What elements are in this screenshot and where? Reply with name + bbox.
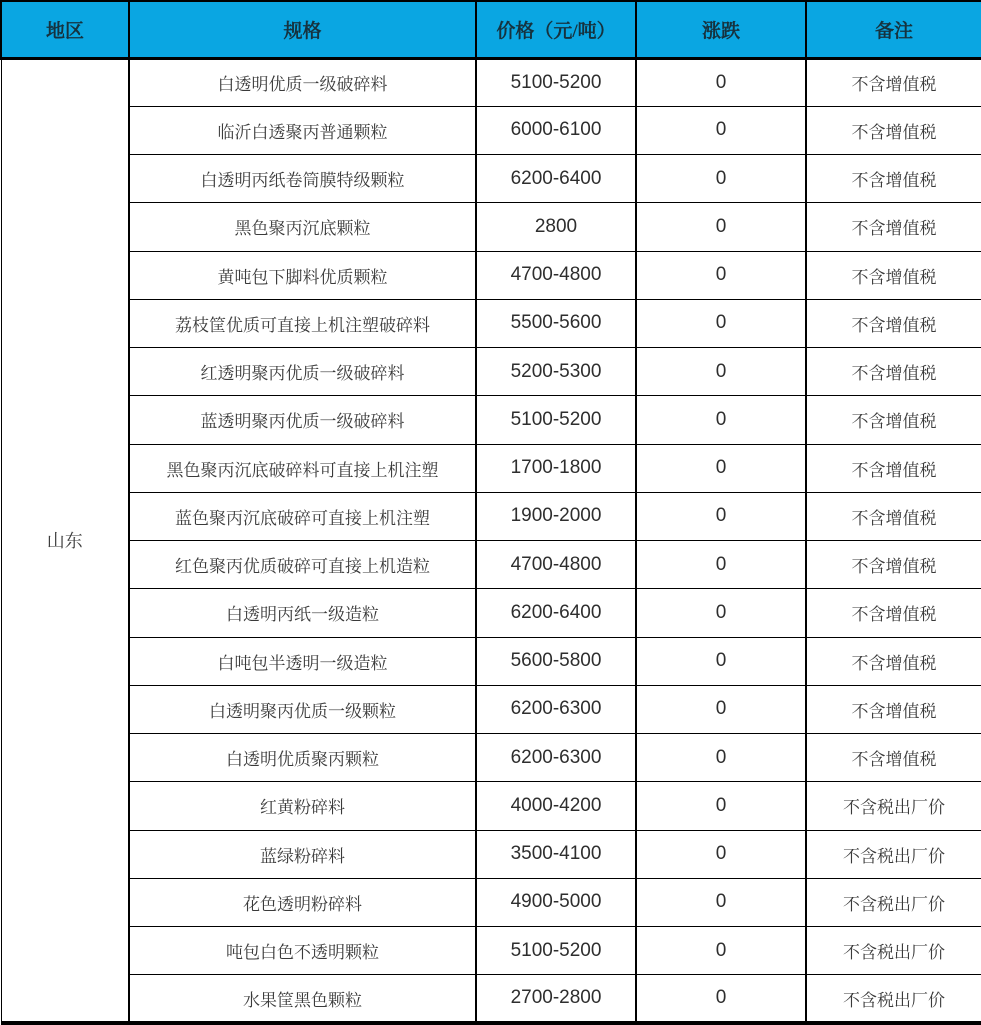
change-cell: 0 <box>636 637 806 685</box>
change-cell: 0 <box>636 106 806 154</box>
table-row <box>1 975 981 1023</box>
table-row <box>1 830 981 878</box>
note-cell: 不含增值税 <box>806 58 981 106</box>
price-cell: 1900-2000 <box>476 492 636 540</box>
note-cell: 不含增值税 <box>806 589 981 637</box>
note-cell: 不含增值税 <box>806 299 981 347</box>
change-cell: 0 <box>636 492 806 540</box>
spec-cell: 花色透明粉碎料 <box>129 878 476 926</box>
note-cell: 不含税出厂价 <box>806 830 981 878</box>
spec-cell: 白透明聚丙优质一级颗粒 <box>129 685 476 733</box>
spec-cell: 白透明优质一级破碎料 <box>129 58 476 106</box>
price-cell: 6200-6300 <box>476 685 636 733</box>
change-cell: 0 <box>636 203 806 251</box>
spec-cell: 黄吨包下脚料优质颗粒 <box>129 251 476 299</box>
note-cell: 不含税出厂价 <box>806 878 981 926</box>
price-cell: 5200-5300 <box>476 348 636 396</box>
note-cell: 不含增值税 <box>806 685 981 733</box>
spec-cell: 临沂白透聚丙普通颗粒 <box>129 106 476 154</box>
price-cell: 5100-5200 <box>476 58 636 106</box>
change-cell: 0 <box>636 927 806 975</box>
note-cell: 不含增值税 <box>806 155 981 203</box>
col-header-note: 备注 <box>806 1 981 58</box>
change-cell: 0 <box>636 734 806 782</box>
table-row <box>1 155 981 203</box>
spec-cell: 白透明丙纸卷筒膜特级颗粒 <box>129 155 476 203</box>
region-cell: 山东 <box>1 58 129 1023</box>
table-row <box>1 348 981 396</box>
price-cell: 6200-6300 <box>476 734 636 782</box>
spec-cell: 红色聚丙优质破碎可直接上机造粒 <box>129 541 476 589</box>
spec-cell: 蓝色聚丙沉底破碎可直接上机注塑 <box>129 492 476 540</box>
change-cell: 0 <box>636 782 806 830</box>
table-row <box>1 444 981 492</box>
change-cell: 0 <box>636 299 806 347</box>
change-cell: 0 <box>636 975 806 1023</box>
price-cell: 4700-4800 <box>476 541 636 589</box>
table-row <box>1 106 981 154</box>
table-header <box>1 1 981 58</box>
change-cell: 0 <box>636 348 806 396</box>
table-row <box>1 589 981 637</box>
spec-cell: 红黄粉碎料 <box>129 782 476 830</box>
spec-cell: 荔枝筐优质可直接上机注塑破碎料 <box>129 299 476 347</box>
table-row <box>1 637 981 685</box>
note-cell: 不含增值税 <box>806 637 981 685</box>
price-cell: 1700-1800 <box>476 444 636 492</box>
spec-cell: 白透明优质聚丙颗粒 <box>129 734 476 782</box>
note-cell: 不含增值税 <box>806 106 981 154</box>
change-cell: 0 <box>636 58 806 106</box>
note-cell: 不含增值税 <box>806 541 981 589</box>
table-row <box>1 927 981 975</box>
change-cell: 0 <box>636 155 806 203</box>
price-cell: 6200-6400 <box>476 589 636 637</box>
table-row <box>1 492 981 540</box>
spec-cell: 白吨包半透明一级造粒 <box>129 637 476 685</box>
col-header-region: 地区 <box>1 1 129 58</box>
change-cell: 0 <box>636 830 806 878</box>
col-header-spec: 规格 <box>129 1 476 58</box>
price-cell: 5100-5200 <box>476 927 636 975</box>
note-cell: 不含税出厂价 <box>806 975 981 1023</box>
price-cell: 4000-4200 <box>476 782 636 830</box>
change-cell: 0 <box>636 685 806 733</box>
price-cell: 6000-6100 <box>476 106 636 154</box>
note-cell: 不含增值税 <box>806 251 981 299</box>
spec-cell: 吨包白色不透明颗粒 <box>129 927 476 975</box>
note-cell: 不含增值税 <box>806 444 981 492</box>
table-row <box>1 541 981 589</box>
note-cell: 不含税出厂价 <box>806 782 981 830</box>
col-header-price: 价格（元/吨） <box>476 1 636 58</box>
table-row <box>1 396 981 444</box>
spec-cell: 红透明聚丙优质一级破碎料 <box>129 348 476 396</box>
change-cell: 0 <box>636 541 806 589</box>
note-cell: 不含增值税 <box>806 396 981 444</box>
table-row <box>1 685 981 733</box>
price-cell: 4900-5000 <box>476 878 636 926</box>
price-cell: 3500-4100 <box>476 830 636 878</box>
change-cell: 0 <box>636 878 806 926</box>
spec-cell: 水果筐黑色颗粒 <box>129 975 476 1023</box>
price-cell: 2700-2800 <box>476 975 636 1023</box>
table-row <box>1 734 981 782</box>
change-cell: 0 <box>636 444 806 492</box>
price-cell: 2800 <box>476 203 636 251</box>
price-cell: 5100-5200 <box>476 396 636 444</box>
change-cell: 0 <box>636 396 806 444</box>
table-row <box>1 299 981 347</box>
change-cell: 0 <box>636 251 806 299</box>
note-cell: 不含增值税 <box>806 734 981 782</box>
table-body <box>1 58 981 1023</box>
spec-cell: 蓝透明聚丙优质一级破碎料 <box>129 396 476 444</box>
change-cell: 0 <box>636 589 806 637</box>
note-cell: 不含税出厂价 <box>806 927 981 975</box>
header-row <box>1 1 981 58</box>
table-row <box>1 782 981 830</box>
spec-cell: 白透明丙纸一级造粒 <box>129 589 476 637</box>
price-cell: 6200-6400 <box>476 155 636 203</box>
price-cell: 4700-4800 <box>476 251 636 299</box>
note-cell: 不含增值税 <box>806 203 981 251</box>
table-row <box>1 251 981 299</box>
spec-cell: 黑色聚丙沉底破碎料可直接上机注塑 <box>129 444 476 492</box>
table-row <box>1 203 981 251</box>
note-cell: 不含增值税 <box>806 492 981 540</box>
price-cell: 5600-5800 <box>476 637 636 685</box>
spec-cell: 黑色聚丙沉底颗粒 <box>129 203 476 251</box>
price-cell: 5500-5600 <box>476 299 636 347</box>
table-row <box>1 878 981 926</box>
col-header-change: 涨跌 <box>636 1 806 58</box>
table-row <box>1 58 981 106</box>
spec-cell: 蓝绿粉碎料 <box>129 830 476 878</box>
note-cell: 不含增值税 <box>806 348 981 396</box>
